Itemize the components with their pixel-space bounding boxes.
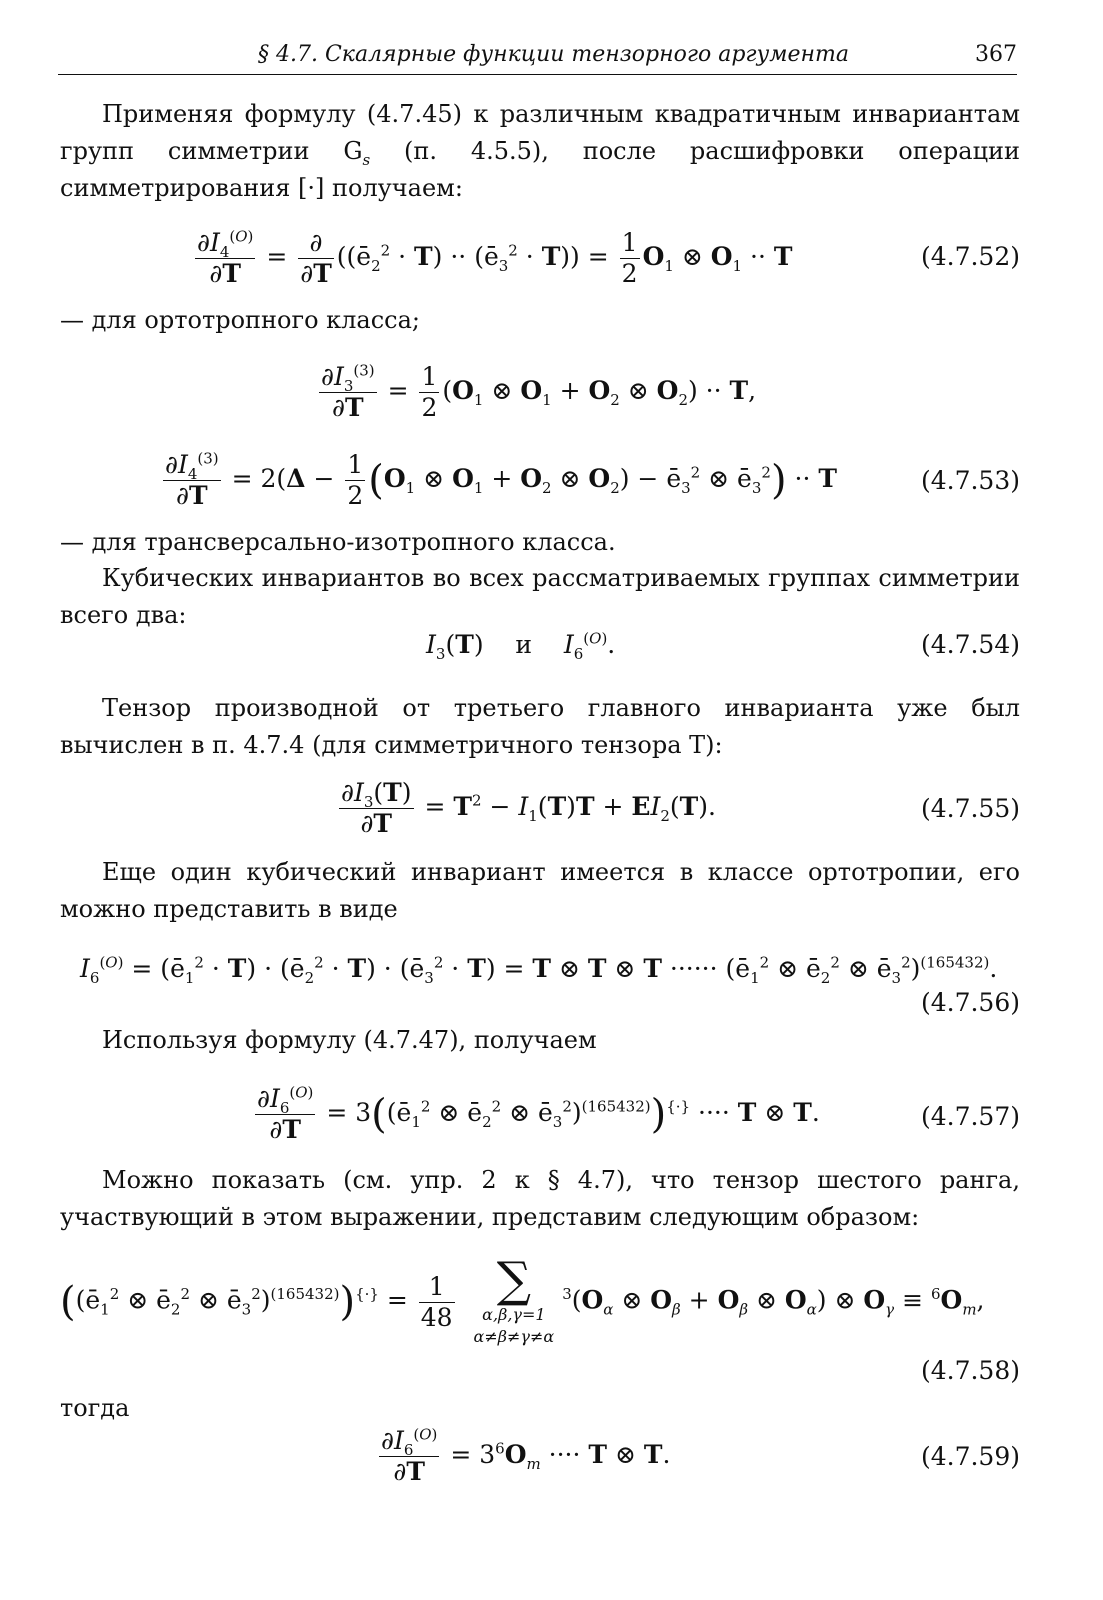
equation-number: (4.7.56): [920, 988, 1020, 1017]
paragraph-2: — для ортотропного класса;: [60, 306, 420, 334]
paragraph-4: Кубических инвариантов во всех рассматриваемых группах симметрии всего два:: [60, 564, 1020, 629]
paragraph-1: Применяя формулу (4.7.45) к различным квадратичным инвариантам групп симметрии $G_s$ (п. 4.5.5), после расшифровки операции симметрирования [·] получаем:: [60, 100, 1020, 202]
equation-number: (4.7.53): [920, 466, 1020, 495]
equation-number: (4.7.59): [920, 1442, 1020, 1471]
equation-4-7-54: $I_3(T)$ и $I_6^{(O)}$. (4.7.54): [426, 629, 1020, 663]
paragraph-6: Еще один кубический инвариант имеется в классе ортотропии, его можно представить в виде: [60, 858, 1020, 923]
header-title: § 4.7. Скалярные функции тензорного аргумента: [258, 42, 850, 67]
paragraph-5: Тензор производной от третьего главного инварианта уже был вычислен в п. 4.7.4 (для симметричного тензора T):: [60, 694, 1020, 759]
equation-number: (4.7.52): [920, 242, 1020, 271]
equation-4-7-59: $\frac{\partial I_6^{(O)}}{\partial T}$ = $3^6O_m$ ···· T ⊗ T. (4.7.59): [381, 1425, 1020, 1486]
summation: ∑ α,β,γ=1 α≠β≠γ≠α: [473, 1252, 555, 1346]
equation-4-7-58: (($ē_1^2$ ⊗ $ē_2^2$ ⊗ $ē_3^2)^{(165432)})^{\{\cdot\}}$ = $\frac{1}{48}$ ∑ α,β,γ=1 α≠β≠γ≠α $^3(O_\alpha$ ⊗ $O_\beta + O_\beta$ ⊗ $O_\alpha$) ⊗ $O_\gamma \equiv ^6O_m$, (4.7.58): [60, 1252, 1020, 1385]
equation-number: (4.7.55): [920, 794, 1020, 823]
equation-number: (4.7.57): [920, 1102, 1020, 1131]
equation-4-7-56: $I_6^{(O)}$ = $(ē_1^2 \cdot T)$ · $(ē_2^2 \cdot T)$ · $(ē_3^2 \cdot T) = T$ ⊗ T ⊗ T ······ ($ē_1^2$ ⊗ $ē_2^2$ ⊗ $ē_3^2)^{(165432)}$. (4.7.56): [80, 953, 1020, 1017]
paragraph-8: Можно показать (см. упр. 2 к § 4.7), что тензор шестого ранга, участвующий в этом выражении, представим следующим образом:: [60, 1166, 1020, 1231]
running-header: [58, 40, 1017, 75]
paragraph-3: — для трансверсально-изотропного класса.: [60, 528, 616, 556]
equation-number: (4.7.58): [920, 1356, 1020, 1385]
equation-4-7-53-line1: $\frac{\partial I_3^{(3)}}{\partial T}$ = $\frac{1}{2}$ ($O_1$ ⊗ $O_1 + O_2$ ⊗ $O_2) \cdot\cdot T$,: [321, 361, 757, 422]
equation-number: (4.7.54): [920, 630, 1020, 659]
equation-4-7-53-line2: $\frac{\partial I_4^{(3)}}{\partial T}$ = 2(Δ − $\frac{1}{2}$ ($O_1$ ⊗ $O_1 + O_2$ ⊗ $O_2$) − $ē_3^2$ ⊗ $ē_3^2) \cdot\cdot T$ (4.7.53): [165, 449, 1020, 510]
equation-4-7-55: $\frac{\partial I_3(T)}{\partial T}$ = $T^2 - I_1(T)T + EI_2(T)$. (4.7.55): [341, 778, 1020, 838]
equation-4-7-52: $\frac{\partial I_4^{(O)}}{\partial T}$ = ∂ ∂T ($(ē_2^2 \cdot T)$ ·· $(ē_3^2 \cdot T)$) = $\frac{1}{2}$ $O_1$ ⊗ $O_1 \cdot\cdot T$ (4.7.52): [197, 227, 1020, 288]
paragraph-9: тогда: [60, 1394, 130, 1422]
equation-4-7-57: $\frac{\partial I_6^{(O)}}{\partial T}$ = $3((ē_1^2$ ⊗ $ē_2^2$ ⊗ $ē_3^2)^{(165432)})^{\{\cdot\}}$ ···· T ⊗ T. (4.7.57): [257, 1083, 1020, 1144]
page-number: 367: [975, 42, 1017, 67]
paragraph-7: Используя формулу (4.7.47), получаем: [102, 1026, 597, 1054]
